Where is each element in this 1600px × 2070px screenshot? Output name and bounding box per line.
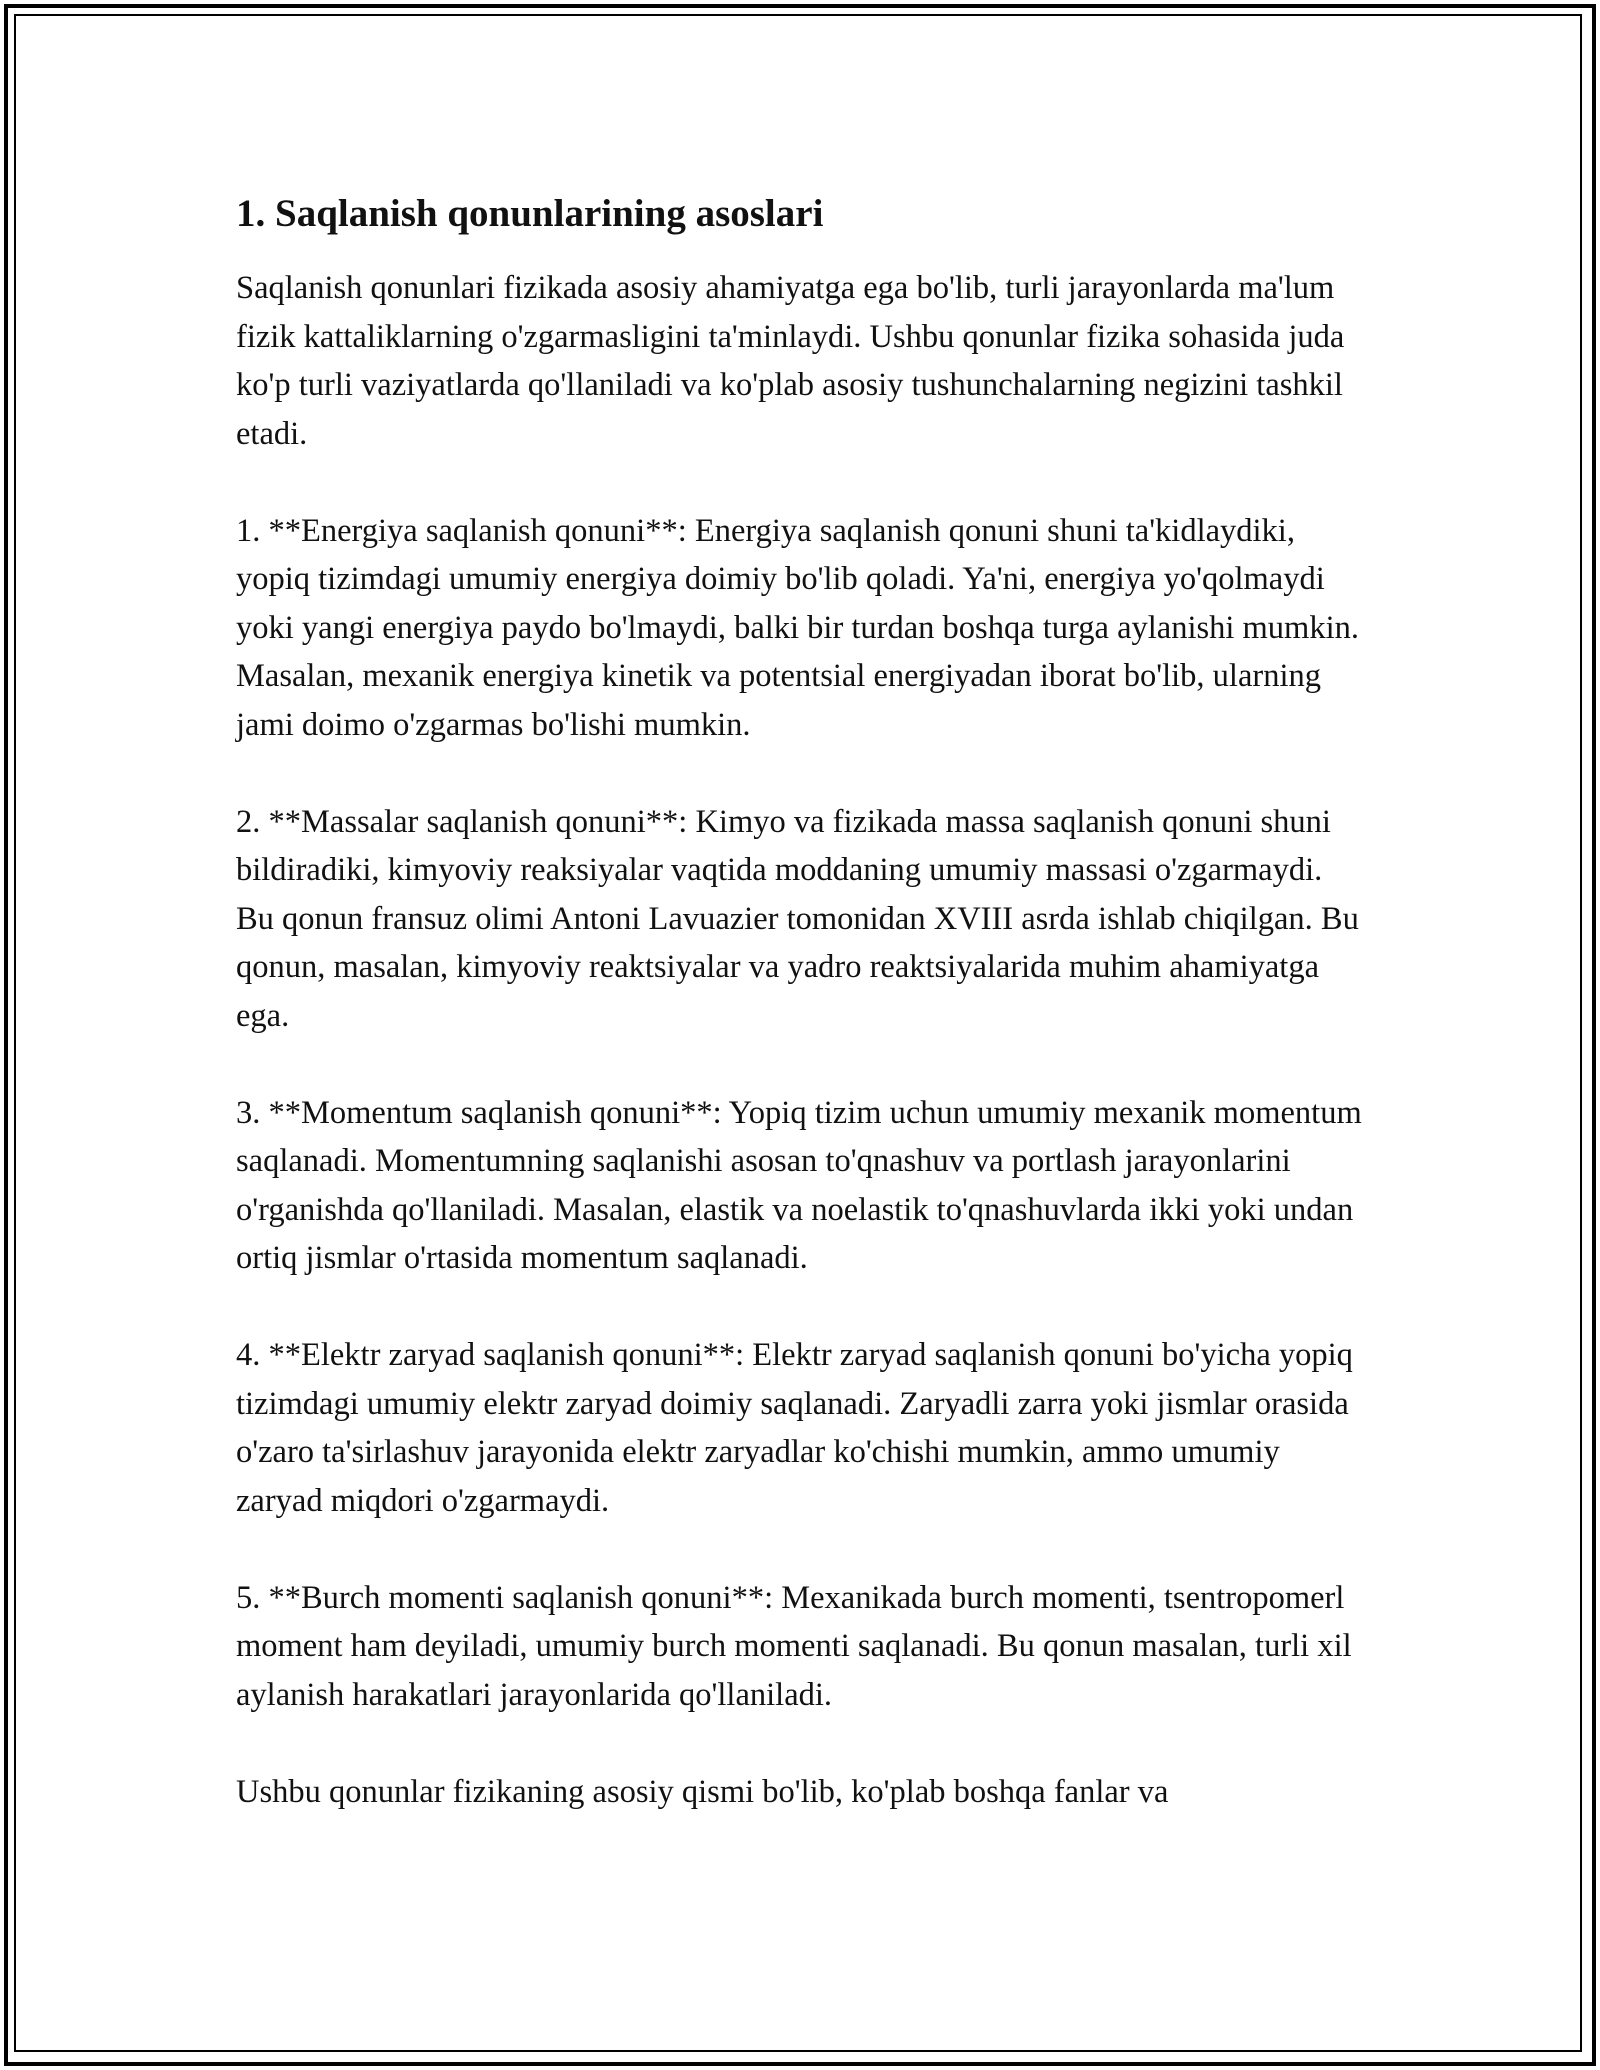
- document-body: [236, 186, 1366, 1865]
- energy-conservation-paragraph: 1. **Energiya saqlanish qonuni**: Energiya saqlanish qonuni shuni ta'kidlaydiki, yopiq tizimdagi umumiy energiya doimiy bo'lib qoladi. Ya'ni, energiya yo'qolmaydi yoki yangi energiya paydo bo'lmaydi, balki bir turdan boshqa turga aylanishi mumkin. Masalan, mexanik energiya kinetik va potentsial energiyadan iborat bo'lib, ularning jami doimo o'zgarmas bo'lishi mumkin.: [236, 512, 1359, 743]
- closing-paragraph: Ushbu qonunlar fizikaning asosiy qismi bo'lib, ko'plab boshqa fanlar va: [236, 1773, 1169, 1810]
- angular-momentum-conservation-paragraph: 5. **Burch momenti saqlanish qonuni**: Mexanikada burch momenti, tsentropomerl moment ham deyiladi, umumiy burch momenti saqlanadi. Bu qonun masalan, turli xil aylanish harakatlari jarayonlarida qo'llaniladi.: [236, 1579, 1352, 1713]
- mass-conservation-paragraph: 2. **Massalar saqlanish qonuni**: Kimyo va fizikada massa saqlanish qonuni shuni bildiradiki, kimyoviy reaksiyalar vaqtida moddaning umumiy massasi o'zgarmaydi. Bu qonun fransuz olimi Antoni Lavuazier tomonidan XVIII asrda ishlab chiqilgan. Bu qonun, masalan, kimyoviy reaktsiyalar va yadro reaktsiyalarida muhim ahamiyatga ega.: [236, 803, 1359, 1034]
- momentum-conservation-paragraph: 3. **Momentum saqlanish qonuni**: Yopiq tizim uchun umumiy mexanik momentum saqlanadi. Momentumning saqlanishi asosan to'qnashuv va portlash jarayonlarini o'rganishda qo'llaniladi. Masalan, elastik va noelastik to'qnashuvlarda ikki yoki undan ortiq jismlar o'rtasida momentum saqlanadi.: [236, 1094, 1362, 1276]
- charge-conservation-paragraph: 4. **Elektr zaryad saqlanish qonuni**: Elektr zaryad saqlanish qonuni bo'yicha yopiq tizimdagi umumiy elektr zaryad doimiy saqlanadi. Zaryadli zarra yoki jismlar orasida o'zaro ta'sirlashuv jarayonida elektr zaryadlar ko'chishi mumkin, ammo umumiy zaryad miqdori o'zgarmaydi.: [236, 1337, 1353, 1519]
- intro-paragraph: Saqlanish qonunlari fizikada asosiy ahamiyatga ega bo'lib, turli jarayonlarda ma'lum fizik kattaliklarning o'zgarmasligini ta'minlaydi. Ushbu qonunlar fizika sohasida juda ko'p turli vaziyatlarda qo'llaniladi va ko'plab asosiy tushunchalarning negizini tashkil etadi.: [236, 270, 1345, 452]
- section-heading: 1. Saqlanish qonunlarining asoslari: [236, 192, 824, 235]
